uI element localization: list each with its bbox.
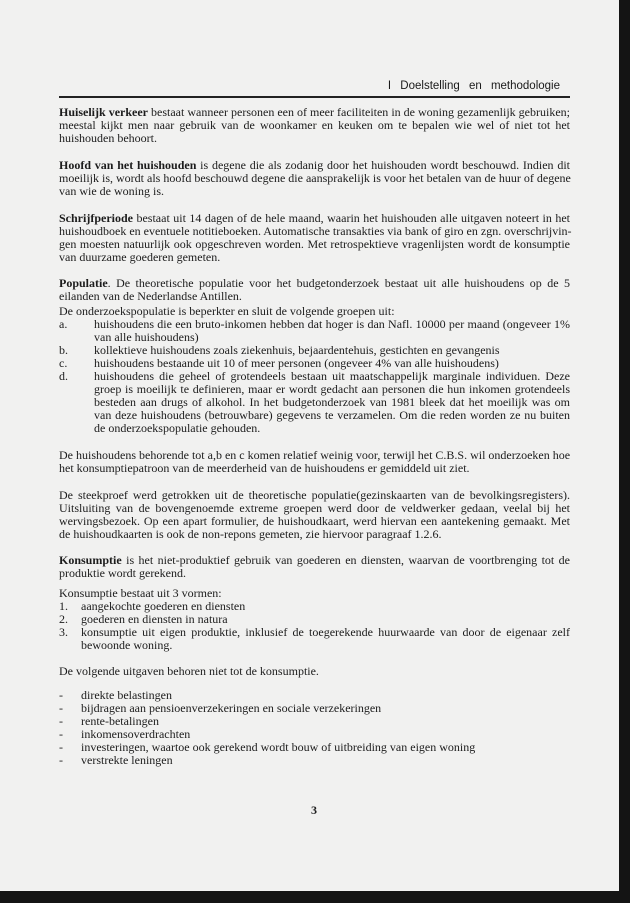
line-text: moeilijk is, wordt als hoofd beschouwd degene die aansprakelijk is voor het betalen van de huur of degene [59,171,571,185]
line-text: is het niet-produktief gebruik van goederen en diensten, waarvan de voortbrenging tot de [121,553,570,567]
line-text: besteden aan drugs of alkohol. In het budgetonderzoek van 1981 bleek dat het moeilijk was om [94,395,570,409]
list-marker: c. [59,356,68,370]
list-marker: - [59,688,63,702]
list-item-line [81,754,570,767]
paragraph-line [59,462,570,475]
line-text: kollektieve huishoudens zoals ziekenhuis, bejaardentehuis, gestichten en gevangenis [94,343,500,357]
line-text: huishoudens die een bruto-inkomen hebben dat hoger is dan Nafl. 10000 per maand (ongeveer 1% [94,317,570,331]
defined-term: Hoofd van het huishouden [59,158,197,172]
line-text: bewoonde woning. [81,638,173,652]
list-marker: - [59,727,63,741]
paragraph-line [59,665,570,678]
list-marker: - [59,714,63,728]
list-marker: 3. [59,625,68,639]
line-text: rente-betalingen [81,714,159,728]
line-text: wervingsbezoek. Op een apart formulier, de huishoudkaart, werd hiervan een aantekening gemaakt. Met [59,514,570,528]
list-item-line [81,639,570,652]
line-text: van duurzame goederen gemeten. [59,250,221,264]
line-text: inkomensoverdrachten [81,727,191,741]
list-item-line [94,422,570,435]
line-text: produktie wordt gerekend. [59,566,186,580]
header-rule [59,96,570,98]
line-text: aangekochte goederen en diensten [81,599,246,613]
running-header: I Doelstelling en methodologie [387,80,560,92]
line-text: huishoudens die geheel of grotendeels bestaan uit maatschappelijk marginale individuen. Deze [94,369,570,383]
line-text: De steekproef werd getrokken uit de theoretische populatie(gezinskaarten van de bevolkingsregisters). [59,488,570,502]
line-text: eilanden van de Nederlandse Antillen. [59,289,242,303]
line-text: konsumptie uit eigen produktie, inklusief de toegerekende huurwaarde van door de eigenaar zelf [81,625,570,639]
list-marker: - [59,740,63,754]
line-text: de onderzoekspopulatie gehouden. [94,421,261,435]
line-text: meestal kijkt men naar gebruik van de woonkamer en keuken om te bepalen wie wel of niet tot het [59,118,570,132]
line-text: bijdragen aan pensioenverzekeringen en sociale verzekeringen [81,701,382,715]
line-text: bestaat uit 14 dagen of de hele maand, waarin het huishouden alle uitgaven noteert in het [133,211,570,225]
line-text: huishoudens bestaande uit 10 of meer personen (ongeveer 4% van alle huishoudens) [94,356,499,370]
line-text: De huishoudens behorende tot a,b en c komen relatief weinig voor, terwijl het C.B.S. wil onderzoeken hoe [59,448,571,462]
defined-term: Schrijfperiode [59,211,133,225]
line-text: gen moesten natuurlijk ook opgeschreven worden. Met retrospektieve vragenlijsten wordt de konsumptie [59,237,570,251]
defined-term: Huiselijk verkeer [59,105,148,119]
line-text: van wie de woning is. [59,184,164,198]
line-text: Konsumptie bestaat uit 3 vormen: [59,586,222,600]
list-marker: 1. [59,599,68,613]
paragraph-line [59,567,570,580]
line-text: De volgende uitgaven behoren niet tot de konsumptie. [59,664,319,678]
paragraph-line [59,290,570,303]
list-marker: a. [59,317,68,331]
line-text: huishoudboek en eventuele notitieboeken. Automatische transakties via bank of giro en zgn. overschrijvin- [59,224,572,238]
list-marker: d. [59,369,68,383]
page-number: 3 [311,803,317,817]
line-text: groep is moeilijk te definieren, maar er wordt gedacht aan personen die hun inkomen grotendeels [94,382,570,396]
defined-term: Populatie [59,276,108,290]
defined-term: Konsumptie [59,553,122,567]
line-text: direkte belastingen [81,688,172,702]
line-text: is degene die als zodanig door het huishouden wordt beschouwd. Indien dit [196,158,570,172]
paragraph-line [59,251,570,264]
list-marker: 2. [59,612,68,626]
list-marker: - [59,701,63,715]
line-text: van deze huishoudens (betrouwbare) gegevens te verzamelen. Om die reden worden ze nu buiten [94,408,570,422]
line-text: het konsumptiepatroon van de meerderheid van de huishoudens er gemiddeld uit ziet. [59,461,470,475]
paragraph-line [59,185,570,198]
line-text: goederen en diensten in natura [81,612,228,626]
line-text: bestaat wanneer personen een of meer faciliteiten in de woning gezamenlijk gebruiken; [148,105,571,119]
line-text: . De theoretische populatie voor het budgetonderzoek bestaat uit alle huishoudens op de 5 [107,276,570,290]
line-text: investeringen, waartoe ook gerekend wordt bouw of uitbreiding van eigen woning [81,740,476,754]
line-text: van alle huishoudens) [94,330,199,344]
paragraph-line [59,132,570,145]
line-text: Uitsluiting van de bovengenoemde extreme groepen werd door de veldwerker gedaan, veelal bij het [59,501,570,515]
paragraph-line [59,528,570,541]
line-text: verstrekte leningen [81,753,173,767]
list-marker: - [59,753,63,767]
list-marker: b. [59,343,68,357]
line-text: de huishoudkaarten is ook de non-repons gemeten, zie hiervoor paragraaf 1.2.6. [59,527,442,541]
line-text: huishouden behoort. [59,131,157,145]
line-text: De onderzoekspopulatie is beperkter en sluit de volgende groepen uit: [59,304,395,318]
